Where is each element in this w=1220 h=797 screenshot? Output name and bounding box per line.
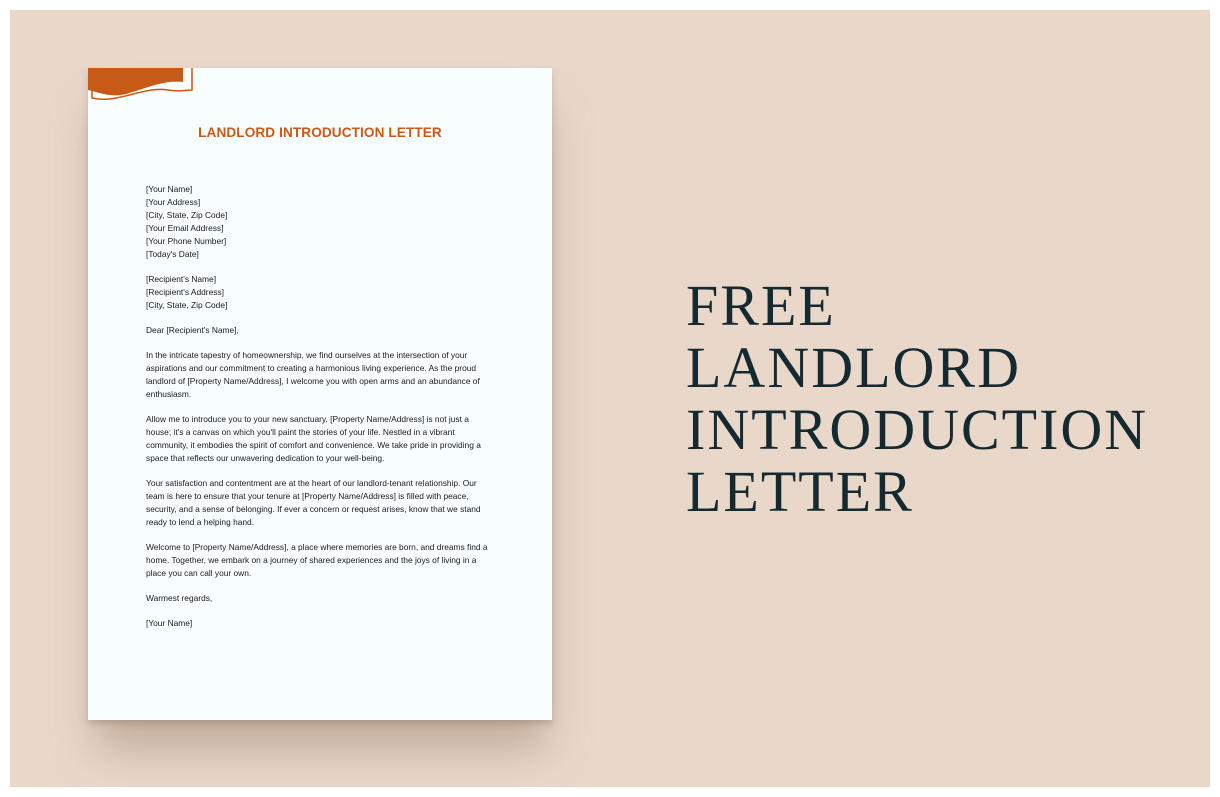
sender-phone: [Your Phone Number] — [146, 236, 227, 246]
salutation — [146, 324, 526, 337]
headline-line-2: LANDLORD — [686, 334, 1021, 400]
salutation-text: Dear [Recipient's Name], — [146, 325, 239, 335]
paragraph-line: place you can call your own. — [146, 568, 252, 578]
paragraph-line: home. Together, we embark on a journey of shared experiences and the joys of living in a — [146, 555, 477, 565]
sender-name: [Your Name] — [146, 184, 193, 194]
ribbon-wave-corner-icon — [88, 68, 198, 104]
promo-headline — [686, 272, 1149, 524]
sender-address: [Your Address] — [146, 197, 201, 207]
recipient-name: [Recipient's Name] — [146, 274, 217, 284]
signature-text: [Your Name] — [146, 618, 193, 628]
headline-line-4: LETTER — [686, 458, 914, 524]
signature — [146, 617, 526, 630]
sender-city: [City, State, Zip Code] — [146, 210, 228, 220]
letter-date: [Today's Date] — [146, 249, 199, 259]
paragraph-4 — [146, 541, 526, 580]
paragraph-2 — [146, 413, 526, 465]
paragraph-line: team is here to ensure that your tenure at [Property Name/Address] is filled with peace, — [146, 491, 469, 501]
paragraph-line: Your satisfaction and contentment are at the heart of our landlord-tenant relationship. Our — [146, 478, 477, 488]
headline-line-3: INTRODUCTION — [686, 396, 1149, 462]
paragraph-line: community, it embodies the spirit of comfort and convenience. We take pride in providing a — [146, 440, 481, 450]
paragraph-line: enthusiasm. — [146, 389, 192, 399]
paragraph-line: In the intricate tapestry of homeownership, we find ourselves at the intersection of your — [146, 350, 468, 360]
recipient-address-block — [146, 273, 526, 312]
paragraph-line: aspirations and our commitment to creating a harmonious living experience. As the proud — [146, 363, 477, 373]
closing — [146, 592, 526, 605]
recipient-address: [Recipient's Address] — [146, 287, 224, 297]
paragraph-3 — [146, 477, 526, 529]
paragraph-line: Allow me to introduce you to your new sanctuary. [Property Name/Address] is not just a — [146, 414, 469, 424]
sender-address-block — [146, 183, 526, 261]
letter-page — [88, 68, 552, 720]
document-title: LANDLORD INTRODUCTION LETTER — [198, 125, 442, 140]
recipient-city: [City, State, Zip Code] — [146, 300, 228, 310]
paragraph-line: ready to lend a helping hand. — [146, 517, 255, 527]
sender-email: [Your Email Address] — [146, 223, 224, 233]
paragraph-line: space that reflects our unwavering dedication to your well-being. — [146, 453, 385, 463]
paragraph-line: security, and a sense of belonging. If ever a concern or request arises, know that we stand — [146, 504, 481, 514]
paragraph-1 — [146, 349, 526, 401]
headline-line-1: FREE — [686, 272, 836, 338]
paragraph-line: house; it's a canvas on which you'll paint the stories of your life. Nestled in a vibrant — [146, 427, 455, 437]
letter-body — [146, 183, 526, 642]
paragraph-line: landlord of [Property Name/Address], I welcome you with open arms and an abundance of — [146, 376, 480, 386]
closing-text: Warmest regards, — [146, 593, 213, 603]
paragraph-line: Welcome to [Property Name/Address], a place where memories are born, and dreams find a — [146, 542, 488, 552]
